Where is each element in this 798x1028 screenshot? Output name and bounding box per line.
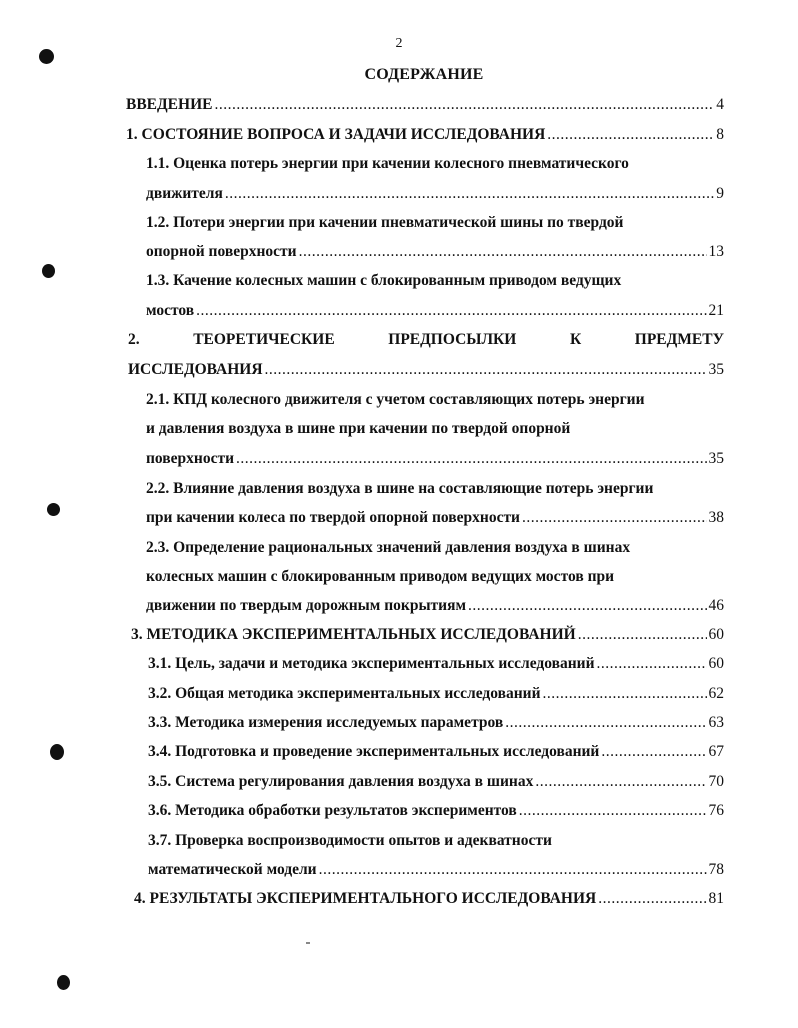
binder-hole-mark xyxy=(39,49,54,64)
toc-entry-2-2-line1: 2.2. Влияние давления воздуха в шине на составляющие потерь энергии xyxy=(146,480,654,497)
toc-page-number: 21 xyxy=(708,302,724,319)
toc-entry-2-2 xyxy=(146,509,724,527)
toc-entry-label: при качении колеса по твердой опорной поверхности xyxy=(146,509,520,526)
toc-page-number: 35 xyxy=(708,361,724,378)
toc-page-number: 70 xyxy=(708,773,724,790)
toc-leader-dots xyxy=(468,597,706,615)
toc-page-number: 76 xyxy=(708,802,724,819)
toc-entry-1-3 xyxy=(146,302,724,320)
toc-entry-label: ИССЛЕДОВАНИЯ xyxy=(128,361,263,378)
toc-entry-3-7 xyxy=(148,861,724,879)
toc-entry-chapter-2-line1 xyxy=(128,331,724,349)
toc-page-number: 60 xyxy=(708,655,724,672)
toc-leader-dots xyxy=(225,185,714,203)
toc-page-number: 46 xyxy=(708,597,724,614)
toc-leader-dots xyxy=(598,890,706,908)
binder-hole-mark xyxy=(57,975,70,990)
toc-page-number: 60 xyxy=(708,626,724,643)
toc-entry-3-7-line1: 3.7. Проверка воспроизводимости опытов и адекватности xyxy=(148,832,552,849)
toc-entry-2-3 xyxy=(146,597,724,615)
toc-entry-label: 3.5. Система регулирования давления воздуха в шинах xyxy=(148,773,534,790)
toc-page-number: 78 xyxy=(708,861,724,878)
toc-entry-3-1 xyxy=(148,655,724,673)
toc-entry-label: поверхности xyxy=(146,450,235,467)
toc-page-number: 9 xyxy=(716,185,724,202)
toc-entry-1-1 xyxy=(146,185,724,203)
toc-leader-dots xyxy=(236,450,706,468)
toc-entry-2-1-line1: 2.1. КПД колесного движителя с учетом составляющих потерь энергии xyxy=(146,391,645,408)
page-title: СОДЕРЖАНИЕ xyxy=(364,66,484,83)
toc-entry-3-3 xyxy=(148,714,724,732)
toc-page-number: 13 xyxy=(708,243,724,260)
toc-entry-label: движении по твердым дорожным покрытиям xyxy=(146,597,467,614)
toc-leader-dots xyxy=(543,685,707,703)
toc-entry-2-1 xyxy=(146,450,724,468)
toc-leader-dots xyxy=(319,861,707,879)
toc-entry-3-5 xyxy=(148,773,724,791)
toc-leader-dots xyxy=(214,96,714,114)
binder-hole-mark xyxy=(42,264,55,278)
toc-entry-2-3-line1: 2.3. Определение рациональных значений давления воздуха в шинах xyxy=(146,539,631,556)
binder-hole-mark xyxy=(47,503,60,516)
toc-entry-label: ВВЕДЕНИЕ xyxy=(126,96,213,113)
toc-page-number: 38 xyxy=(708,509,724,526)
toc-entry-label: 3. МЕТОДИКА ЭКСПЕРИМЕНТАЛЬНЫХ ИССЛЕДОВАНИЙ xyxy=(131,626,576,643)
scan-speck xyxy=(306,942,310,944)
toc-leader-dots xyxy=(597,655,707,673)
toc-entry-label: 4. РЕЗУЛЬТАТЫ ЭКСПЕРИМЕНТАЛЬНОГО ИССЛЕДОВАНИЯ xyxy=(134,890,597,907)
toc-entry-label: движителя xyxy=(146,185,223,202)
toc-leader-dots xyxy=(535,773,706,791)
toc-leader-dots xyxy=(265,361,707,379)
toc-page-number: 4 xyxy=(716,96,724,113)
toc-entry-chapter-4 xyxy=(134,890,724,908)
toc-entry-label: опорной поверхности xyxy=(146,243,297,260)
toc-page-number: 8 xyxy=(716,126,724,143)
toc-leader-dots xyxy=(299,243,707,261)
toc-leader-dots xyxy=(601,743,706,761)
toc-page-number: 81 xyxy=(708,890,724,907)
toc-entry-label: 3.1. Цель, задачи и методика экспериментальных исследований xyxy=(148,655,595,672)
toc-entry-label: мостов xyxy=(146,302,195,319)
toc-entry-label: 1. СОСТОЯНИЕ ВОПРОСА И ЗАДАЧИ ИССЛЕДОВАНИЯ xyxy=(126,126,546,143)
toc-entry-1-2 xyxy=(146,243,724,261)
toc-entry-chapter-3 xyxy=(131,626,724,644)
justified-word: К xyxy=(569,331,582,348)
toc-leader-dots xyxy=(196,302,706,320)
toc-entry-label: 3.6. Методика обработки результатов экспериментов xyxy=(148,802,517,819)
toc-entry-chapter-1 xyxy=(126,126,724,144)
toc-entry-intro xyxy=(126,96,724,114)
justified-word: ПРЕДМЕТУ xyxy=(634,331,724,348)
justified-word: ПРЕДПОСЫЛКИ xyxy=(388,331,517,348)
toc-entry-3-6 xyxy=(148,802,724,820)
toc-entry-2-1-line2: и давления воздуха в шине при качении по твердой опорной xyxy=(146,420,571,437)
toc-leader-dots xyxy=(505,714,706,732)
toc-entry-3-4 xyxy=(148,743,724,761)
toc-entry-2-3-line2: колесных машин с блокированным приводом ведущих мостов при xyxy=(146,568,615,585)
toc-leader-dots xyxy=(519,802,707,820)
toc-entry-1-2-line1: 1.2. Потери энергии при качении пневматической шины по твердой xyxy=(146,214,624,231)
toc-page-number: 67 xyxy=(708,743,724,760)
justified-word: 2. xyxy=(128,331,140,348)
toc-leader-dots xyxy=(522,509,707,527)
toc-entry-1-3-line1: 1.3. Качение колесных машин с блокированным приводом ведущих xyxy=(146,272,622,289)
toc-entry-label: 3.4. Подготовка и проведение экспериментальных исследований xyxy=(148,743,600,760)
toc-page-number: 62 xyxy=(708,685,724,702)
page-number: 2 xyxy=(395,36,403,51)
toc-page-number: 63 xyxy=(708,714,724,731)
toc-entry-chapter-2 xyxy=(128,361,724,379)
toc-leader-dots xyxy=(578,626,707,644)
toc-entry-label: 3.3. Методика измерения исследуемых параметров xyxy=(148,714,504,731)
justified-word: ТЕОРЕТИЧЕСКИЕ xyxy=(193,331,335,348)
toc-entry-3-2 xyxy=(148,685,724,703)
toc-page-number: 35 xyxy=(708,450,724,467)
toc-entry-label: 3.2. Общая методика экспериментальных исследований xyxy=(148,685,541,702)
toc-leader-dots xyxy=(547,126,714,144)
toc-entry-1-1-line1: 1.1. Оценка потерь энергии при качении колесного пневматического xyxy=(146,155,629,172)
toc-entry-label: математической модели xyxy=(148,861,317,878)
binder-hole-mark xyxy=(50,744,64,760)
